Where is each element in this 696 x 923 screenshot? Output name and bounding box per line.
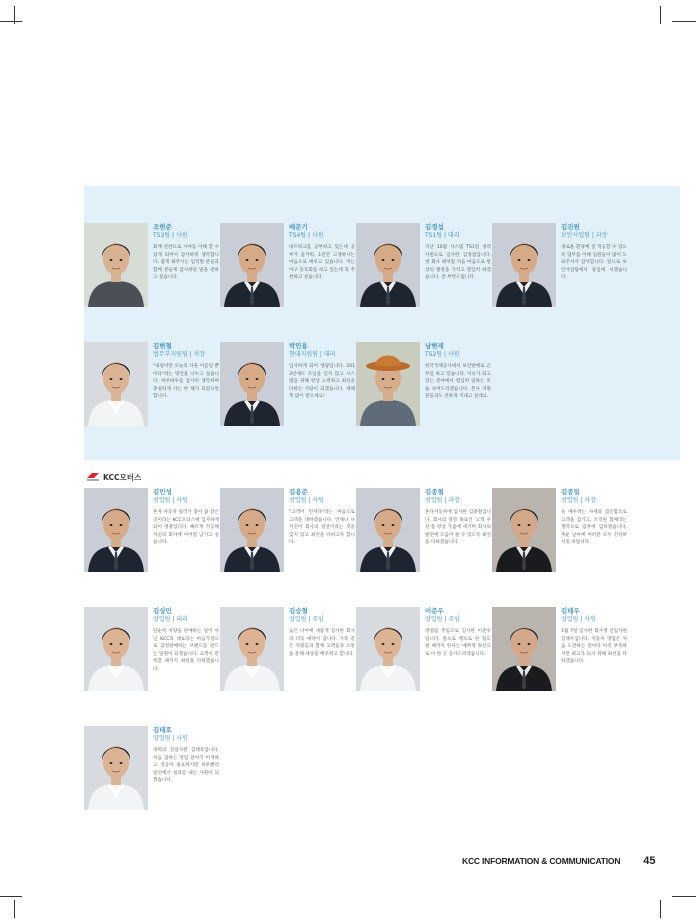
- profile-card: [84, 223, 220, 333]
- profile-name: 김태호: [153, 726, 172, 734]
- profile-card: [84, 488, 220, 598]
- profile-card: [492, 223, 628, 333]
- profile-name: 김상민: [153, 607, 172, 615]
- profile-role: TS4팀 | 사원: [289, 231, 324, 239]
- profile-message: "고객이 먼저다"라는 마음으로 고객을 대하겠습니다. 언제나 나 자신이 회사의 얼굴이라는 것을 잊지 않고 최선을 다하고자 합니다.: [289, 510, 355, 546]
- profile-role: TS2팀 | 사원: [425, 350, 460, 358]
- profile-message: 늦은 나이에 새롭게 입사한 회사라 더욱 애착이 갑니다. 가족 같은 직원들과 함께 고객들과 소통을 통해 세상을 배우려고 합니다.: [289, 629, 355, 657]
- profile-message: 늘 배우려는 자세와 겸손함으로 고객을 섬기고, 조직원 함께라는 생각으로 업무에 임하겠습니다. 추운 날씨에 여러분 모두 건강하시길 바랍니다.: [561, 510, 627, 546]
- profile-photo: [492, 607, 556, 691]
- profile-role: TS1팀 | 대리: [425, 231, 460, 239]
- profile-message: 영업팀 주임으로 입사한 이준우입니다. 앞으로 행으로 한 팀도 될 때까지 한다는 예쁘게 정신으로 이 한 곳 공사드리겠습니다.: [425, 629, 491, 657]
- profile-role: 영업팀 | 사원: [289, 496, 324, 504]
- profile-photo: [220, 342, 284, 426]
- profile-photo: [220, 488, 284, 572]
- profile-card: [84, 607, 220, 717]
- page-number: 45: [643, 855, 656, 867]
- profile-photo: [356, 607, 420, 691]
- kcc-logo-icon: [86, 472, 100, 482]
- crop-mark: [660, 6, 661, 24]
- profile-name: 박민용: [289, 342, 308, 350]
- profile-info: [289, 488, 355, 547]
- profile-message: 지난 10월 시스템 TS1팀 경력 사원으로 입사한 김정섭입니다. 첫 회사 때처럼 처음 마음으로 항상의 열정을 가지고 열심히 하겠습니다. 잘 부탁드립니다.: [425, 245, 491, 281]
- profile-message: 회계 전반으로 시야를 이해 할 수 있게 되어서 감사하게 생각합니다. 좋게 봐주시는 임직원 분들과 함께 분들께 감사하단 말을 전하고 싶습니다.: [153, 245, 219, 281]
- profile-photo: [84, 488, 148, 572]
- profile-role: TS3팀 | 사원: [153, 231, 188, 239]
- profile-photo: [492, 223, 556, 307]
- profile-name: 배문기: [289, 223, 308, 231]
- profile-photo: [356, 488, 420, 572]
- profile-info: [561, 488, 627, 547]
- profile-card: [356, 342, 492, 452]
- profile-photo: [84, 223, 148, 307]
- profile-info: [289, 342, 355, 401]
- profile-card: [220, 488, 356, 598]
- profile-role: 영업팀 | 차장: [561, 496, 596, 504]
- profile-message: 입사하게 되어 영광입니다. 2013년에도 조심을 잊지 않고 시스템을 위해 항상 노력하고 최선을 다하는 사람이 되겠습니다. 새해 복 많이 받으세요!: [289, 364, 355, 400]
- profile-card: [492, 607, 628, 717]
- profile-name: 김태우: [561, 607, 580, 615]
- kcc-motors-logo: [86, 471, 141, 483]
- profile-role: 현대지원팀 | 대리: [289, 350, 336, 358]
- profile-card: [356, 607, 492, 717]
- profile-card: [84, 342, 220, 452]
- profile-role: 영업팀 | 사원: [153, 496, 188, 504]
- profile-name: 김용준: [289, 488, 308, 496]
- profile-info: [561, 223, 627, 282]
- footer-publication: KCC INFORMATION & COMMUNICATION: [462, 856, 621, 866]
- profile-photo: [84, 607, 148, 691]
- profile-card: [492, 488, 628, 598]
- profile-role: 보안사업팀 | 과장: [561, 231, 608, 239]
- profile-role: 영업팀 | 사원: [561, 615, 596, 623]
- profile-name: 김진원: [561, 223, 580, 231]
- profile-message: 단순히 차량을 판매하는 일이 아닌 KCC의 대표라는 마음가짐으로 감성판매하는 브랜드를 만드는 일원이 되겠습니다. 고객이 만족할 때까지 최선을 다하겠습니다.: [153, 629, 219, 672]
- profile-message: 혼다자동차에 입사한 김종철입니다. 회사의 경영 목표인 '고객 우선'을 항상 가슴에 새기며 회사의 발전에 도움이 될 수 있도록 최선을 다하겠습니다.: [425, 510, 491, 546]
- profile-card: [84, 726, 220, 836]
- profile-info: [561, 607, 627, 666]
- profile-info: [289, 223, 355, 282]
- profile-info: [425, 488, 491, 547]
- profile-role: 영업팀 | 사원: [153, 734, 188, 742]
- profile-message: "내일이란 오늘의 다른 이름일 뿐이다"라는 명언을 나누고 싶습니다. 하루하루를 감사히 생각하며 충실하게 사는 한 해가 되었으면 합니다.: [153, 364, 219, 400]
- profile-name: 김종일: [561, 488, 580, 496]
- profile-message: 네트워크를 공부하고 있는데 공부가 즐거워, 1년간 고생하시는 마음으로 배우고 있습니다. 저는 아구 동호회를 하고 있는데 꼭 추천하고 싶습니다.: [289, 245, 355, 281]
- profile-info: [153, 488, 219, 547]
- profile-role: 영업팀 | 대리: [153, 615, 188, 623]
- profile-role: 영업팀 | 주임: [425, 615, 460, 623]
- profile-message: 혼자 자동차 딜러가 좋아 꿈 같은 곳이라는 KCC모터스에 입사하게 되어 영광입니다. 빠르게 적응해 자신의 회사에 이어질 남기고 싶습니다.: [153, 510, 219, 546]
- profile-photo: [356, 342, 420, 426]
- profile-name: 조현준: [153, 223, 172, 231]
- section-label: KCC모터스: [103, 472, 142, 482]
- profile-card: [356, 223, 492, 333]
- profile-name: 김현철: [153, 342, 172, 350]
- profile-name: 김민성: [153, 488, 172, 496]
- crop-mark: [0, 896, 22, 897]
- page-footer: [462, 855, 656, 867]
- profile-card: [220, 223, 356, 333]
- profile-name: 남현재: [425, 342, 444, 350]
- profile-message: 한국국제공사에서 보안판매로 근무를 하고 있습니다. 이슈가 되고 있는 분야에서 열심히 일하는 모습 보여드리겠습니다. 본사 지원분들과도 친하게 지내고 싶네요.: [425, 364, 491, 400]
- crop-mark: [672, 21, 696, 22]
- profile-info: [153, 223, 219, 282]
- profile-name: 김승철: [289, 607, 308, 615]
- profile-message: 1월 7일 입사한 회사생 신입사원 김태우입니다. 지동차 영업은 처음 도전하는 분야라 아직 부족하지만 최고가 되기 위해 최선을 다하겠습니다.: [561, 629, 627, 665]
- profile-info: [425, 607, 491, 658]
- profile-info: [289, 607, 355, 658]
- profile-info: [153, 726, 219, 785]
- profile-photo: [84, 726, 148, 810]
- profile-role: 영업팀 | 과장: [425, 496, 460, 504]
- profile-info: [153, 342, 219, 401]
- crop-mark: [660, 900, 661, 918]
- crop-mark: [0, 21, 22, 22]
- profile-photo: [220, 223, 284, 307]
- profile-message: 경력의 신입사원 김태호입니다. 처음 접하는 영업 분야가 어색하고 적응이 필요하지만 하루빨리 일선에서 성과를 내는 사원이 되겠습니다.: [153, 748, 219, 784]
- profile-photo: [220, 607, 284, 691]
- profile-message: 새로운 환경에 잘 적응할 수 있도록 업무를 이해 임원들이 많이 도와주셔서 감사합니다. 앞으로 보안사업팀에서 중심에 서겠습니다.: [561, 245, 627, 281]
- crop-mark: [672, 896, 696, 897]
- profile-info: [153, 607, 219, 674]
- crop-mark: [14, 900, 15, 918]
- profile-name: 김정섭: [425, 223, 444, 231]
- profile-name: 이준우: [425, 607, 444, 615]
- profile-info: [425, 223, 491, 282]
- profile-card: [220, 607, 356, 717]
- profile-photo: [356, 223, 420, 307]
- profile-role: 법무부지원팀 | 차장: [153, 350, 206, 358]
- profile-photo: [84, 342, 148, 426]
- profile-card: [220, 342, 356, 452]
- profile-photo: [492, 488, 556, 572]
- profile-card: [356, 488, 492, 598]
- profile-role: 영업팀 | 주임: [289, 615, 324, 623]
- profile-info: [425, 342, 491, 401]
- profile-name: 김종철: [425, 488, 444, 496]
